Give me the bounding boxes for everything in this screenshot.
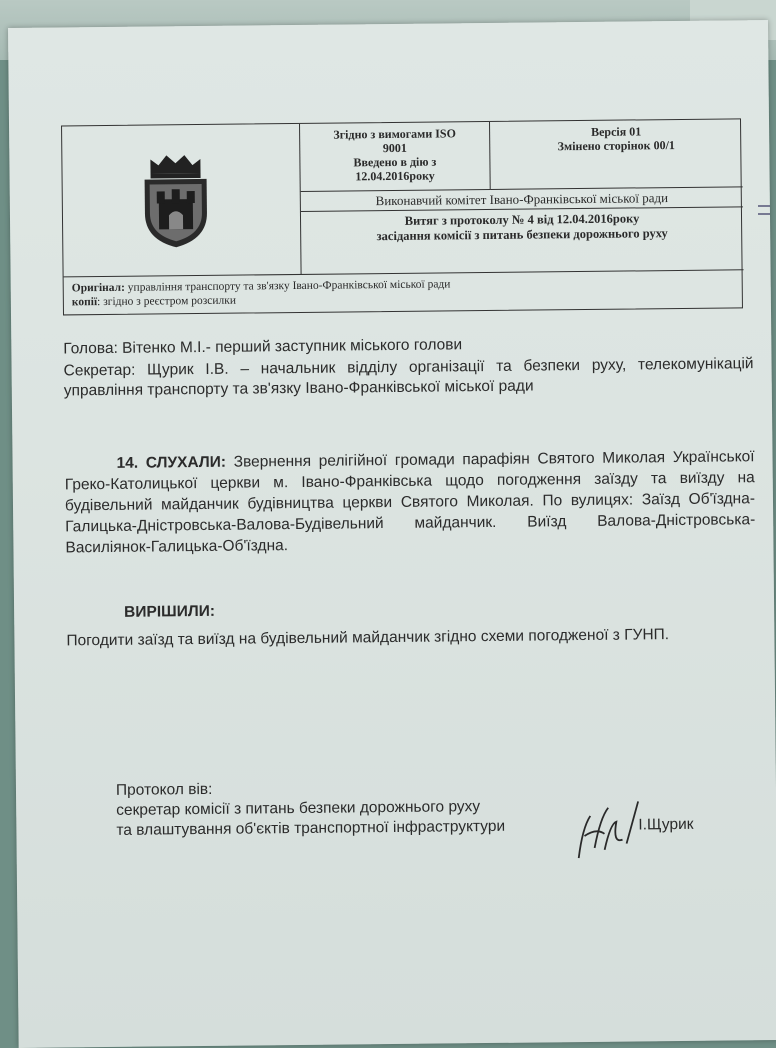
document-page bbox=[8, 20, 776, 1048]
secretary-title-2: та влаштування об'єктів транспортної інфраструктури bbox=[116, 817, 506, 839]
copies-text: : згідно з реєстром розсилки bbox=[97, 294, 237, 309]
protocol-label: Протокол вів: bbox=[115, 780, 213, 799]
header-table bbox=[61, 118, 743, 315]
copies-label: копії bbox=[71, 296, 98, 309]
effective-date: 12.04.2016року bbox=[355, 168, 435, 184]
handwritten-signature-icon bbox=[564, 787, 645, 868]
iso-cell bbox=[300, 122, 491, 192]
heard-paragraph bbox=[64, 446, 755, 558]
effective-label: Введено в дію з bbox=[353, 154, 437, 170]
heard-label: 14. СЛУХАЛИ: bbox=[116, 453, 227, 472]
chair-line: Голова: Вітенко М.І.- перший заступник міського голови bbox=[63, 336, 463, 358]
decided-label: ВИРІШИЛИ: bbox=[124, 602, 216, 621]
heard-text: Звернення релігійної громади парафіян Святого Миколая Української Греко-Католицької церкви м. Івано-Франківська щодо погодження заїзду та виїзду на будівельний майданчик будівництва церкви Святого Миколая. По вулицях: Заїзд Об'їздна-Галицька-Дністровська-Валова-Будівельний майданчик. Виїзд Валова-Дністровська-Василіянок-Галицька-Об'їздна. bbox=[64, 448, 756, 557]
iso-number: 9001 bbox=[382, 140, 407, 156]
version-cell bbox=[490, 119, 743, 190]
iso-line: Згідно з вимогами ISO bbox=[333, 126, 456, 142]
original-text: управління транспорту та зв'язку Івано-Франківської міської ради bbox=[124, 278, 451, 294]
pages-changed: Змінено сторінок 00/1 bbox=[557, 138, 675, 154]
city-coat-of-arms-icon bbox=[140, 151, 211, 250]
extract-subtitle: засідання комісії з питань безпеки дорожнього руху bbox=[376, 226, 668, 244]
secretary-line: Секретар: Щурик І.В. – начальник відділу організації та безпеки руху, телекомунікацій управління транспорту та зв'язку Івано-Франківської міської ради bbox=[63, 355, 754, 400]
signer-name: І.Щурик bbox=[638, 815, 694, 834]
secretary-title-1: секретар комісії з питань безпеки дорожнього руху bbox=[116, 798, 481, 819]
signature-block bbox=[116, 776, 577, 841]
extract-title: Витяг з протоколу № 4 від 12.04.2016року bbox=[404, 211, 640, 228]
logo-cell bbox=[62, 124, 302, 276]
margin-marks-icon bbox=[756, 200, 774, 230]
decided-text: Погодити заїзд та виїзд на будівельний майданчик згідно схеми погодженої з ГУНП. bbox=[66, 626, 670, 650]
extract-cell bbox=[301, 207, 744, 274]
version-label: Версія 01 bbox=[590, 124, 642, 139]
committee-name: Виконавчий комітет Івано-Франківської міської ради bbox=[301, 187, 743, 212]
original-label: Оригінал: bbox=[71, 281, 125, 295]
distribution-row bbox=[64, 269, 744, 316]
